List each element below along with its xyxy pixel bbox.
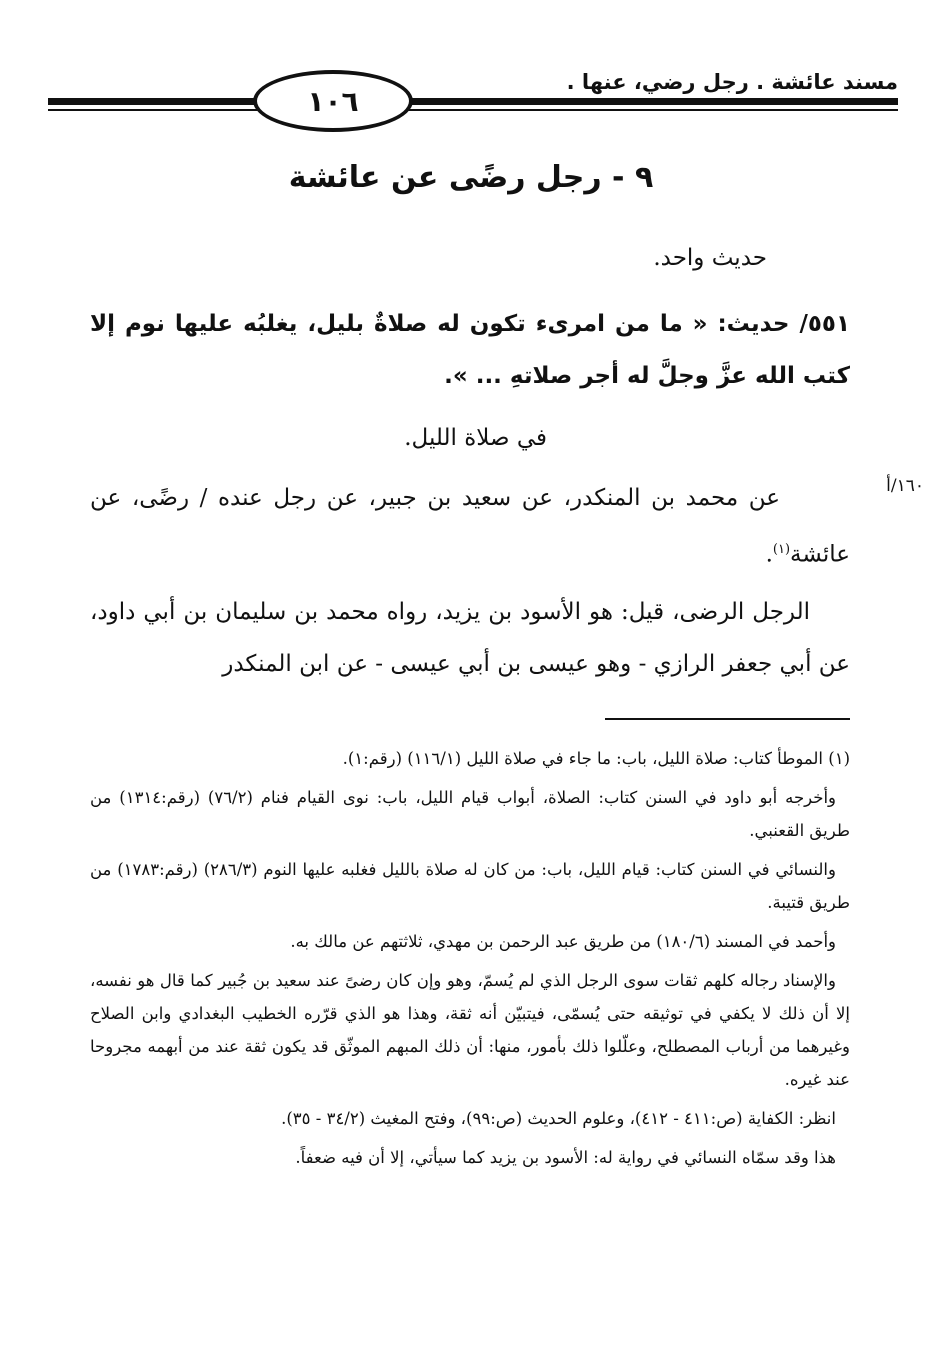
page-number: ١٠٦ <box>253 70 413 132</box>
footnote-line: هذا وقد سمّاه النسائي في رواية له: الأسود بن يزيد كما سيأتي، إلا أن فيه ضعفاً. <box>295 1148 836 1167</box>
hadith-text: « ما من امرىء تكون له صلاةٌ بليل، يغلبُه عليها نوم إلا كتب الله عزَّ وجلَّ له أجر صلاتهِ ... ». <box>90 311 850 389</box>
isnad-text: عن محمد بن المنكدر، عن سعيد بن جبير، عن رجل عنده / رضًى، عن عائشة <box>90 485 850 568</box>
footnote-mark: (١) <box>772 542 791 557</box>
isnad-end: . <box>765 541 773 568</box>
chapter-heading: ٩ - رجل رضًى عن عائشة <box>288 160 654 195</box>
topic-text: في صلاة الليل. <box>404 425 547 451</box>
page-header <box>48 60 898 130</box>
hadith-number: ٥٥١/ <box>799 311 850 337</box>
footnotes <box>90 742 850 1180</box>
footnote-line: وأحمد في المسند (١٨٠/٦) من طريق عبد الرحمن بن مهدي، ثلاثتهم عن مالك به. <box>290 932 836 951</box>
footnote-line: (١) الموطأ كتاب: صلاة الليل، باب: ما جاء في صلاة الليل (١١٦/١) (رقم:١). <box>342 749 850 768</box>
manuscript-folio-ref: ١٦٠/أ <box>886 476 924 496</box>
header-rule-thick <box>48 98 898 105</box>
commentary-paragraph: الرجل الرضى، قيل: هو الأسود بن يزيد، رواه محمد بن سليمان بن أبي داود، عن أبي جعفر الرازي - وهو عيسى بن أبي عيسى - عن ابن المنكدر <box>90 599 850 677</box>
footnote-separator <box>605 718 850 720</box>
header-rule-thin <box>48 109 898 111</box>
hadith-paragraph <box>90 298 850 402</box>
intro-text: حديث واحد. <box>653 245 767 271</box>
footnote-line: والنسائي في السنن كتاب: قيام الليل، باب: من كان له صلاة بالليل فغلبه عليها النوم (٢٨٦/٣) (رقم:١٧٨٣) من طريق قتيبة. <box>90 860 850 912</box>
footnote-line: والإسناد رجاله كلهم ثقات سوى الرجل الذي لم يُسمّ، وهو وإن كان رضىً عند سعيد بن جُبير كما قال هو نفسه، إلا أن ذلك لا يكفي في توثيقه حتى يُسمّى، فيتبيّن أنه ثقة، وهذا هو الذي قرّره الخطيب البغدادي وابن الصلاح وغيرهما من أرباب المصطلح، وعلّلوا ذلك بأمور، منها: أن ذلك المبهم الموثّق قد يكون ثقة عند من أبهمه مجروحا عند غيره. <box>90 971 850 1089</box>
hadith-label: حديث: <box>717 311 790 337</box>
footnote-line: وأخرجه أبو داود في السنن كتاب: الصلاة، أبواب قيام الليل، باب: نوى القيام فنام (٧٦/٢) (رقم:١٣١٤) من طريق القعنبي. <box>90 788 850 840</box>
isnad-paragraph <box>90 472 850 581</box>
footnote-line: انظر: الكفاية (ص:٤١١ - ٤١٢)، وعلوم الحديث (ص:٩٩)، وفتح المغيث (٣٤/٢ - ٣٥). <box>281 1109 836 1128</box>
running-title: مسند عائشة . رجل رضي، عنها . <box>566 70 898 94</box>
